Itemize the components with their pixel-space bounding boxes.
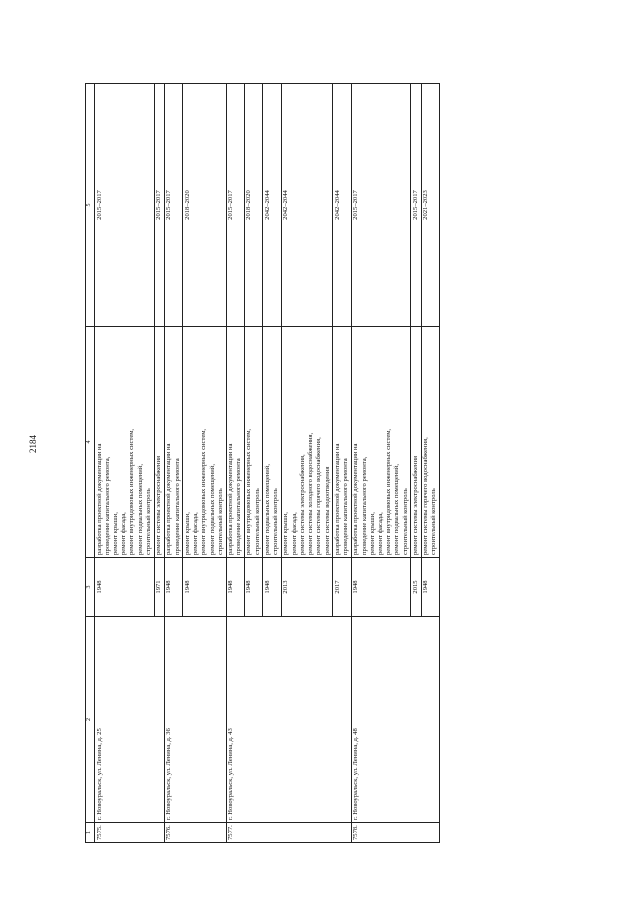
work-item: ремонт фасада, <box>120 512 128 555</box>
work-item: ремонт системы водоотведения <box>323 466 331 555</box>
work-item: строительный контроль <box>430 488 438 555</box>
work-item: проведение капитального ремонта <box>342 458 350 555</box>
work-item: разработка проектной документации на <box>165 443 173 555</box>
row-works <box>281 327 332 558</box>
work-item: ремонт внутридомовых инженерных систем, <box>200 428 208 555</box>
header-col-1: 1 <box>86 823 95 843</box>
row-period: 2015–2017 <box>95 84 155 327</box>
row-number: 7575. <box>95 823 165 843</box>
header-col-5: 5 <box>86 84 95 327</box>
work-item: ремонт системы электроснабжения, <box>298 454 306 555</box>
row-year: 1971 <box>154 558 164 617</box>
work-item: строительный контроль <box>216 488 224 555</box>
row-works <box>411 327 421 558</box>
row-year: 1948 <box>95 558 155 617</box>
work-item: ремонт крыши, <box>282 512 290 555</box>
work-item: ремонт фасада, <box>377 512 384 555</box>
row-works <box>333 327 351 558</box>
row-period: 2042–2044 <box>333 84 351 327</box>
work-item: ремонт внутридомовых инженерных систем, <box>128 428 136 555</box>
row-year: 1948 <box>164 558 182 617</box>
work-item: разработка проектной документации на <box>333 443 341 555</box>
row-works <box>95 327 155 558</box>
work-item: проведение капитального ремонта <box>235 458 243 555</box>
row-works <box>421 327 439 558</box>
work-item: ремонт подвальных помещений, <box>393 464 401 555</box>
work-item: проведение капитального ремонта <box>173 458 181 555</box>
row-year: 1948 <box>351 558 411 617</box>
header-col-2: 2 <box>86 617 95 823</box>
work-item: проведение капитального ремонта, <box>360 456 368 555</box>
work-item: строительный контроль <box>272 488 280 555</box>
row-period: 2015–2017 <box>226 84 244 327</box>
work-item: строительный контроль <box>401 488 409 555</box>
table-row <box>164 84 182 843</box>
capital-repair-table <box>85 83 440 843</box>
work-item: ремонт внутридомовых инженерных систем, <box>385 428 393 555</box>
row-works <box>164 327 182 558</box>
row-period: 2021–2023 <box>421 84 439 327</box>
work-item: разработка проектной документации на <box>227 443 235 555</box>
work-item: ремонт системы горячего водоснабжения, <box>315 437 323 555</box>
work-item: ремонт системы холодного водоснабжения, <box>307 432 315 555</box>
row-number: 7577. <box>226 823 351 843</box>
row-year: 1948 <box>244 558 262 617</box>
table-row <box>351 84 411 843</box>
row-year: 2013 <box>281 558 332 617</box>
row-works <box>183 327 226 558</box>
row-period: 2018–2020 <box>244 84 262 327</box>
work-item: ремонт подвальных помещений, <box>208 464 216 555</box>
row-works <box>226 327 244 558</box>
work-item: ремонт крыши, <box>368 512 376 555</box>
row-number: 7578. <box>351 823 439 843</box>
row-number: 7576. <box>164 823 226 843</box>
row-year: 2015 <box>411 558 421 617</box>
work-item: ремонт фасада, <box>192 512 200 555</box>
header-col-4: 4 <box>86 327 95 558</box>
page-number: 2184 <box>28 435 38 453</box>
row-year: 1948 <box>226 558 244 617</box>
table-row <box>226 84 244 843</box>
work-item: проведение капитального ремонта, <box>103 456 111 555</box>
row-period: 2018–2020 <box>183 84 226 327</box>
row-works <box>351 327 411 558</box>
work-item: разработка проектной документации на <box>95 443 103 555</box>
work-item: ремонт системы горячего водоснабжения, <box>422 437 430 555</box>
row-period: 2042–2044 <box>263 84 281 327</box>
table-row <box>95 84 155 843</box>
header-col-3: 3 <box>86 558 95 617</box>
row-works <box>263 327 281 558</box>
work-item: строительный контроль <box>144 488 152 555</box>
work-item: ремонт подвальных помещений, <box>136 464 144 555</box>
work-item: ремонт крыши, <box>111 512 119 555</box>
row-address: г. Новоуральск, ул. Ленина, д. 43 <box>226 617 351 823</box>
work-item: ремонт крыши, <box>183 512 191 555</box>
work-item: ремонт системы электроснабжения <box>155 455 163 555</box>
row-works <box>244 327 262 558</box>
work-item: строительный контроль <box>253 488 261 555</box>
row-period: 2015–2017 <box>164 84 182 327</box>
work-item: ремонт внутридомовых инженерных систем, <box>245 428 253 555</box>
row-period: 2015–2017 <box>154 84 164 327</box>
row-works <box>154 327 164 558</box>
row-period: 2042–2044 <box>281 84 332 327</box>
work-item: ремонт фасада, <box>290 512 298 555</box>
row-address: г. Новоуральск, ул. Ленина, д. 25 <box>95 617 165 823</box>
row-year: 1948 <box>183 558 226 617</box>
table-header-row <box>86 84 95 843</box>
row-address: г. Новоуральск, ул. Ленина, д. 48 <box>351 617 439 823</box>
row-period: 2015–2017 <box>351 84 411 327</box>
row-year: 2017 <box>333 558 351 617</box>
row-year: 1948 <box>421 558 439 617</box>
work-item: ремонт подвальных помещений, <box>263 464 271 555</box>
work-item: разработка проектной документации на <box>352 443 360 555</box>
work-item: ремонт системы электроснабжения <box>411 455 419 555</box>
row-year: 1948 <box>263 558 281 617</box>
row-address: г. Новоуральск, ул. Ленина, д. 36 <box>164 617 226 823</box>
rotated-document <box>85 83 590 843</box>
row-period: 2015–2017 <box>411 84 421 327</box>
